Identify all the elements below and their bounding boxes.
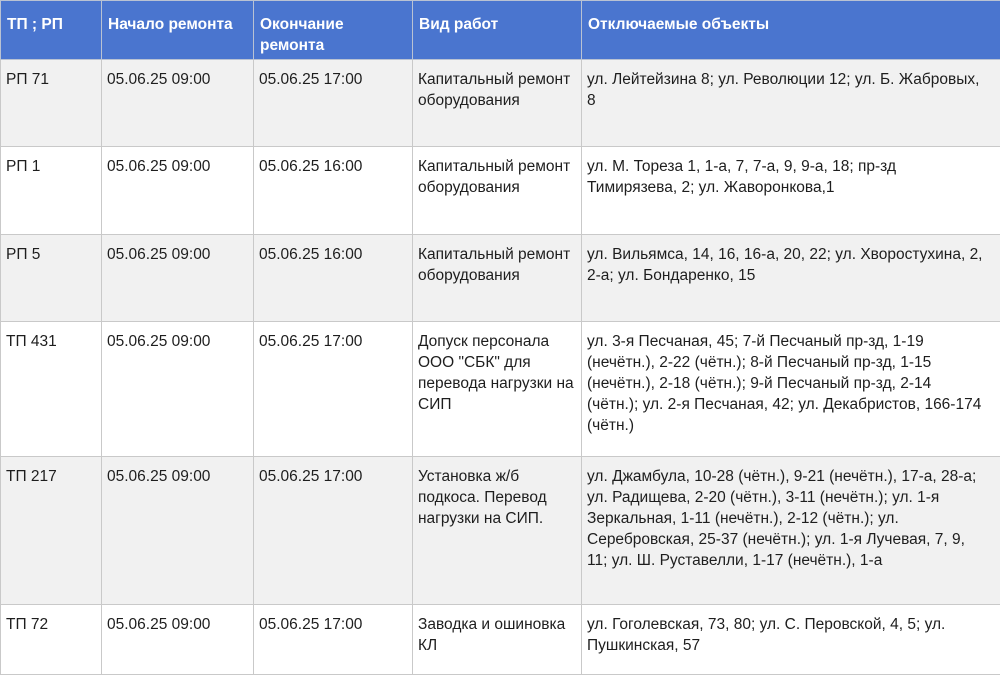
table-row xyxy=(1,457,1000,605)
cell-objects: ул. М. Тореза 1, 1-а, 7, 7-а, 9, 9-а, 18; пр-зд Тимирязева, 2; ул. Жаворонкова,1 xyxy=(582,147,1000,235)
cell-start: 05.06.25 09:00 xyxy=(102,322,254,457)
cell-work-type: Капитальный ремонт оборудования xyxy=(413,60,582,147)
cell-objects: ул. Гоголевская, 73, 80; ул. С. Перовской, 4, 5; ул. Пушкинская, 57 xyxy=(582,605,1000,675)
cell-start: 05.06.25 09:00 xyxy=(102,457,254,605)
cell-end: 05.06.25 17:00 xyxy=(254,322,413,457)
header-station: ТП ; РП xyxy=(1,1,102,60)
table-row xyxy=(1,60,1000,147)
cell-start: 05.06.25 09:00 xyxy=(102,235,254,322)
table-row xyxy=(1,605,1000,675)
table-row xyxy=(1,322,1000,457)
table-row xyxy=(1,147,1000,235)
cell-station: ТП 431 xyxy=(1,322,102,457)
cell-end: 05.06.25 17:00 xyxy=(254,605,413,675)
table-body xyxy=(1,60,1000,675)
table-row xyxy=(1,235,1000,322)
cell-work-type: Капитальный ремонт оборудования xyxy=(413,147,582,235)
cell-start: 05.06.25 09:00 xyxy=(102,605,254,675)
cell-station: ТП 217 xyxy=(1,457,102,605)
cell-station: РП 1 xyxy=(1,147,102,235)
table-header xyxy=(1,1,1000,60)
header-work-type: Вид работ xyxy=(413,1,582,60)
cell-end: 05.06.25 16:00 xyxy=(254,235,413,322)
cell-objects: ул. 3-я Песчаная, 45; 7-й Песчаный пр-зд, 1-19 (нечётн.), 2-22 (чётн.); 8-й Песчаный пр-зд, 1-15 (нечётн.), 2-18 (чётн.); 9-й Песчаный пр-зд, 2-14 (чётн.); ул. 2-я Песчаная, 42; ул. Декабристов, 166-174 (чётн.) xyxy=(582,322,1000,457)
cell-start: 05.06.25 09:00 xyxy=(102,147,254,235)
cell-objects: ул. Джамбула, 10-28 (чётн.), 9-21 (нечётн.), 17-а, 28-а; ул. Радищева, 2-20 (чётн.), 3-11 (нечётн.); ул. 1-я Зеркальная, 1-11 (нечётн.), 2-12 (чётн.); ул. Серебровская, 25-37 (нечётн.); ул. 1-я Лучевая, 7, 9, 11; ул. Ш. Руставелли, 1-17 (нечётн.), 1-а xyxy=(582,457,1000,605)
cell-work-type: Допуск персонала ООО "СБК" для перевода нагрузки на СИП xyxy=(413,322,582,457)
header-end: Окончание ремонта xyxy=(254,1,413,60)
cell-work-type: Установка ж/б подкоса. Перевод нагрузки на СИП. xyxy=(413,457,582,605)
cell-objects: ул. Вильямса, 14, 16, 16-а, 20, 22; ул. Хворостухина, 2, 2-а; ул. Бондаренко, 15 xyxy=(582,235,1000,322)
cell-work-type: Капитальный ремонт оборудования xyxy=(413,235,582,322)
cell-work-type: Заводка и ошиновка КЛ xyxy=(413,605,582,675)
cell-end: 05.06.25 16:00 xyxy=(254,147,413,235)
cell-end: 05.06.25 17:00 xyxy=(254,457,413,605)
cell-station: РП 71 xyxy=(1,60,102,147)
cell-start: 05.06.25 09:00 xyxy=(102,60,254,147)
cell-station: ТП 72 xyxy=(1,605,102,675)
header-objects: Отключаемые объекты xyxy=(582,1,1000,60)
cell-station: РП 5 xyxy=(1,235,102,322)
header-start: Начало ремонта xyxy=(102,1,254,60)
cell-end: 05.06.25 17:00 xyxy=(254,60,413,147)
header-row xyxy=(1,1,1000,60)
cell-objects: ул. Лейтейзина 8; ул. Революции 12; ул. Б. Жабровых, 8 xyxy=(582,60,1000,147)
